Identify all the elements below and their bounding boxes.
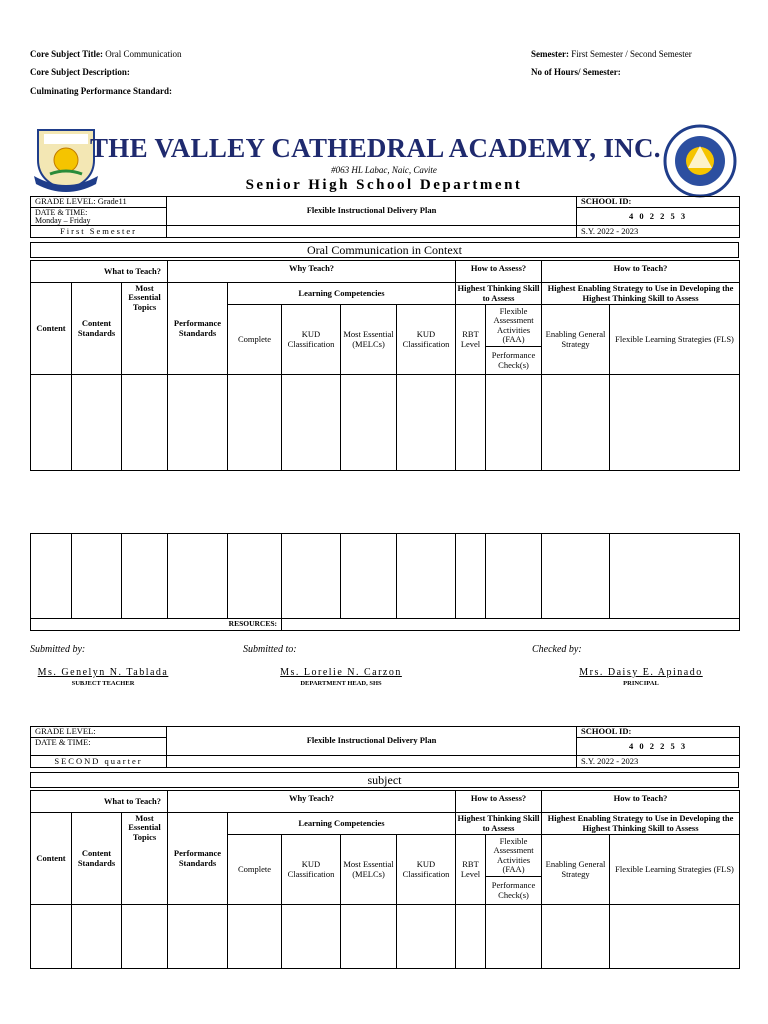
resources-value (282, 619, 740, 631)
col-most-essential-topics: Most Essential Topics (122, 283, 168, 375)
plan1-semester: First Semester (31, 226, 167, 238)
col-highest-enabling: Highest Enabling Strategy to Use in Developing the Highest Thinking Skill to Assess (542, 283, 740, 305)
col-how-to-assess: How to Assess? (456, 791, 542, 813)
plan1-sy: S.Y. 2022 - 2023 (577, 226, 740, 238)
col-learning-competencies: Learning Competencies (228, 283, 456, 305)
col-rbt-level: RBT Level (456, 835, 486, 905)
school-name: THE VALLEY CATHEDRAL ACADEMY, INC. (90, 133, 661, 163)
col-kud-2: KUD Classification (397, 835, 456, 905)
submitted-by-label: Submitted by: (30, 644, 86, 655)
plan2-sy: S.Y. 2022 - 2023 (577, 756, 740, 768)
col-kud-1: KUD Classification (282, 835, 341, 905)
col-performance-checks: Performance Check(s) (486, 877, 542, 905)
col-performance-standards: Performance Standards (168, 813, 228, 905)
col-enabling-general: Enabling General Strategy (542, 835, 610, 905)
resources-label: RESOURCES: (31, 619, 282, 631)
plan2-main-table (30, 790, 740, 969)
plan2-school-id-label: SCHOOL ID: (577, 727, 740, 738)
semester-line: Semester: First Semester / Second Semester (531, 49, 692, 59)
plan1-subject: Oral Communication in Context (30, 242, 739, 258)
department-head-name: Ms. Lorelie N. Carzon (280, 667, 402, 678)
col-what-to-teach: What to Teach? (31, 791, 168, 813)
col-why-teach: Why Teach? (168, 261, 456, 283)
col-highest-thinking: Highest Thinking Skill to Assess (457, 813, 540, 833)
plan2-date-time: DATE & TIME: (31, 738, 167, 756)
col-highest-thinking: Highest Thinking Skill to Assess (457, 283, 540, 303)
submitted-to-label: Submitted to: (243, 644, 297, 655)
col-kud-2: KUD Classification (397, 305, 456, 375)
col-fls: Flexible Learning Strategies (FLS) (610, 305, 740, 375)
col-melcs: Most Essential (MELCs) (341, 305, 397, 375)
culminating-performance-standard: Culminating Performance Standard: (30, 86, 172, 96)
col-content: Content (31, 283, 72, 375)
col-why-teach: Why Teach? (168, 791, 456, 813)
plan2-subject: subject (30, 772, 739, 788)
department-title: Senior High School Department (245, 177, 523, 193)
col-content: Content (31, 813, 72, 905)
col-enabling-general: Enabling General Strategy (542, 305, 610, 375)
plan2-title: Flexible Instructional Delivery Plan (167, 727, 577, 756)
col-performance-checks: Performance Check(s) (486, 347, 542, 375)
principal-title: PRINCIPAL (623, 680, 659, 687)
plan1-header-table (30, 196, 740, 238)
col-how-to-assess: How to Assess? (456, 261, 542, 283)
col-complete: Complete (228, 835, 282, 905)
col-melcs: Most Essential (MELCs) (341, 835, 397, 905)
teacher-title: SUBJECT TEACHER (71, 680, 135, 687)
plan1-date-time: DATE & TIME: Monday – Friday (31, 208, 167, 226)
plan1-empty-row (31, 375, 740, 471)
col-content-standards: Content Standards (72, 283, 122, 375)
plan1-main-table (30, 260, 740, 471)
plan1-school-id: 4 0 2 2 5 3 (577, 208, 740, 226)
col-highest-enabling: Highest Enabling Strategy to Use in Developing the Highest Thinking Skill to Assess (542, 813, 740, 835)
col-how-to-teach: How to Teach? (542, 261, 740, 283)
col-what-to-teach: What to Teach? (31, 261, 168, 283)
plan1-school-id-label: SCHOOL ID: (577, 197, 740, 208)
col-complete: Complete (228, 305, 282, 375)
plan1-continuation-table (30, 533, 740, 631)
col-faa: Flexible Assessment Activities (FAA) (486, 835, 542, 877)
plan1-continuation-row (31, 534, 740, 619)
col-fls: Flexible Learning Strategies (FLS) (610, 835, 740, 905)
plan1-title: Flexible Instructional Delivery Plan (167, 197, 577, 226)
col-most-essential-topics: Most Essential Topics (122, 813, 168, 905)
col-kud-1: KUD Classification (282, 305, 341, 375)
principal-name: Mrs. Daisy E. Apinado (579, 667, 703, 678)
checked-by-label: Checked by: (532, 644, 582, 655)
core-subject-title: Core Subject Title: Oral Communication (30, 49, 182, 59)
plan2-empty-row (31, 905, 740, 969)
teacher-name: Ms. Genelyn N. Tablada (37, 667, 169, 678)
col-rbt-level: RBT Level (456, 305, 486, 375)
department-head-title: DEPARTMENT HEAD, SHS (300, 680, 382, 687)
col-how-to-teach: How to Teach? (542, 791, 740, 813)
hours-line: No of Hours/ Semester: (531, 67, 621, 77)
plan2-grade-level: GRADE LEVEL: (31, 727, 167, 738)
col-performance-standards: Performance Standards (168, 283, 228, 375)
plan2-semester: SECOND quarter (31, 756, 167, 768)
plan1-grade-level: GRADE LEVEL: Grade11 (31, 197, 167, 208)
school-address: #063 HL Labac, Naic, Cavite (331, 165, 437, 175)
col-content-standards: Content Standards (72, 813, 122, 905)
plan2-school-id: 4 0 2 2 5 3 (577, 738, 740, 756)
plan2-header-table (30, 726, 740, 768)
core-subject-description: Core Subject Description: (30, 67, 130, 77)
col-learning-competencies: Learning Competencies (228, 813, 456, 835)
col-faa: Flexible Assessment Activities (FAA) (486, 305, 542, 347)
